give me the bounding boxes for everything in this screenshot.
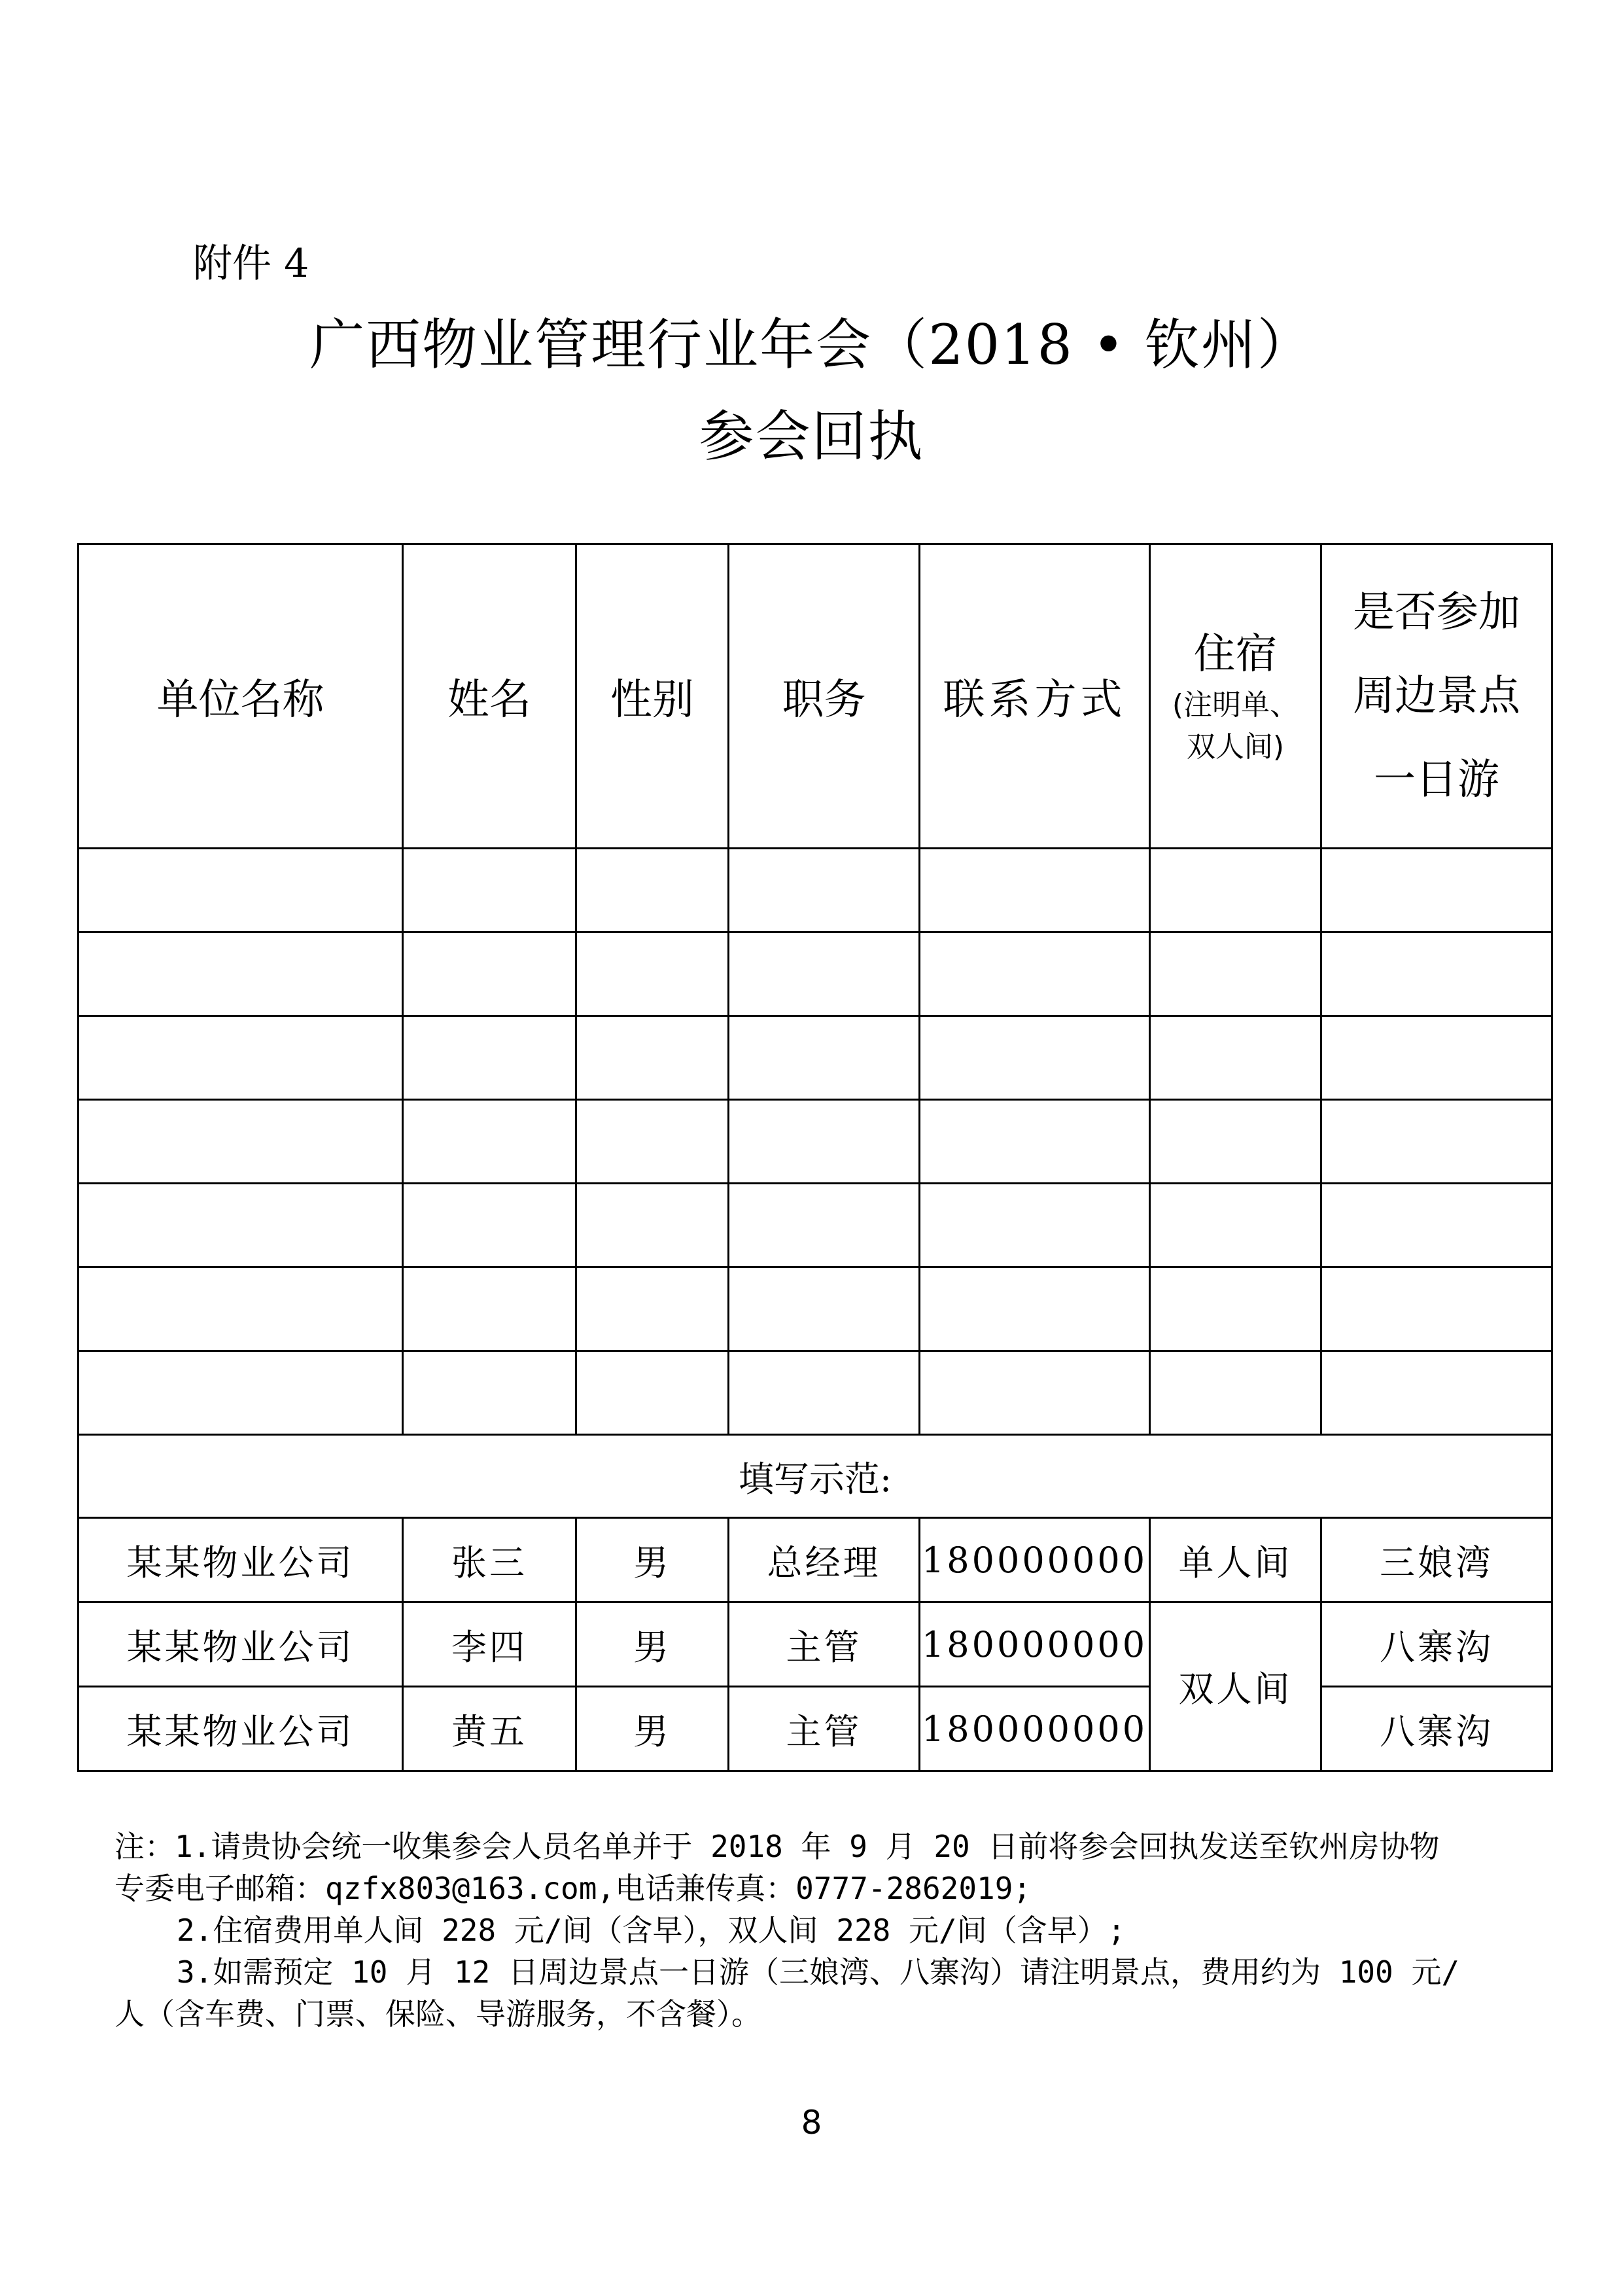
header-row (79, 544, 1552, 849)
blank-cell[interactable] (79, 1267, 403, 1351)
blank-row (79, 1100, 1552, 1184)
blank-cell[interactable] (576, 849, 729, 932)
note-line: 注：1.请贵协会统一收集参会人员名单并于 2018 年 9 月 20 日前将参会回执发送至钦州房协物 (114, 1829, 1440, 1864)
blank-cell[interactable] (576, 1184, 729, 1267)
note-line: 3.如需预定 10 月 12 日周边景点一日游（三娘湾、八寨沟）请注明景点，费用约为 100 元/ (177, 1954, 1460, 1990)
blank-cell[interactable] (403, 1184, 576, 1267)
blank-cell[interactable] (920, 1016, 1150, 1100)
blank-cell[interactable] (1321, 932, 1552, 1016)
blank-cell[interactable] (729, 1351, 920, 1435)
header-unit: 单位名称 (79, 544, 403, 849)
sample-row (79, 1602, 1552, 1687)
sample-name: 张三 (403, 1518, 576, 1602)
blank-cell[interactable] (403, 849, 576, 932)
sample-lodging: 双人间 (1150, 1602, 1321, 1771)
header-lodging-note2: 双人间) (1186, 730, 1285, 764)
header-lodging-note1: (注明单、 (1172, 688, 1299, 722)
blank-cell[interactable] (729, 932, 920, 1016)
blank-cell[interactable] (79, 932, 403, 1016)
sample-name: 李四 (403, 1602, 576, 1687)
header-gender: 性别 (576, 544, 729, 849)
document-title: 广西物业管理行业年会（2018 • 钦州） (309, 313, 1314, 377)
header-name: 姓名 (403, 544, 576, 849)
blank-cell[interactable] (1321, 1100, 1552, 1184)
blank-cell[interactable] (1321, 849, 1552, 932)
sample-position: 主管 (729, 1602, 920, 1687)
registration-table (77, 543, 1553, 1772)
notes-section (114, 1826, 1521, 2035)
note-line: 2.住宿费用单人间 228 元/间（含早），双人间 228 元/间（含早）; (177, 1913, 1126, 1948)
document-subtitle: 参会回执 (699, 404, 924, 468)
blank-cell[interactable] (79, 1016, 403, 1100)
blank-cell[interactable] (79, 849, 403, 932)
sample-unit: 某某物业公司 (79, 1687, 403, 1771)
blank-cell[interactable] (920, 1184, 1150, 1267)
blank-cell[interactable] (403, 1267, 576, 1351)
sample-gender: 男 (576, 1687, 729, 1771)
header-lodging (1150, 544, 1321, 849)
sample-gender: 男 (576, 1518, 729, 1602)
sample-unit: 某某物业公司 (79, 1518, 403, 1602)
page-number: 8 (801, 2104, 822, 2142)
blank-cell[interactable] (920, 932, 1150, 1016)
blank-cell[interactable] (576, 1351, 729, 1435)
blank-cell[interactable] (1321, 1184, 1552, 1267)
blank-cell[interactable] (576, 1100, 729, 1184)
blank-row (79, 849, 1552, 932)
sample-name: 黄五 (403, 1687, 576, 1771)
sample-position: 主管 (729, 1687, 920, 1771)
blank-cell[interactable] (920, 1267, 1150, 1351)
blank-cell[interactable] (403, 932, 576, 1016)
sample-contact: 180000000 (920, 1602, 1150, 1687)
header-tour (1321, 544, 1552, 849)
blank-cell[interactable] (920, 1100, 1150, 1184)
blank-cell[interactable] (920, 1351, 1150, 1435)
blank-cell[interactable] (576, 1016, 729, 1100)
blank-cell[interactable] (1150, 932, 1321, 1016)
blank-cell[interactable] (729, 1016, 920, 1100)
blank-cell[interactable] (729, 1100, 920, 1184)
blank-cell[interactable] (1150, 1016, 1321, 1100)
sample-tour: 八寨沟 (1321, 1602, 1552, 1687)
sample-contact: 180000000 (920, 1687, 1150, 1771)
sample-lodging: 单人间 (1150, 1518, 1321, 1602)
sample-row (79, 1687, 1552, 1771)
blank-row (79, 1016, 1552, 1100)
blank-cell[interactable] (729, 1184, 920, 1267)
blank-cell[interactable] (920, 849, 1150, 932)
header-contact: 联系方式 (920, 544, 1150, 849)
blank-cell[interactable] (1150, 1351, 1321, 1435)
blank-cell[interactable] (1321, 1016, 1552, 1100)
blank-cell[interactable] (79, 1100, 403, 1184)
sample-label-row (79, 1435, 1552, 1518)
header-tour-line3: 一日游 (1374, 756, 1499, 804)
blank-cell[interactable] (403, 1100, 576, 1184)
sample-contact: 180000000 (920, 1518, 1150, 1602)
header-lodging-title: 住宿 (1193, 630, 1278, 679)
blank-cell[interactable] (1150, 1267, 1321, 1351)
blank-cell[interactable] (403, 1351, 576, 1435)
blank-cell[interactable] (1150, 1184, 1321, 1267)
blank-cell[interactable] (1321, 1267, 1552, 1351)
sample-tour: 三娘湾 (1321, 1518, 1552, 1602)
blank-cell[interactable] (576, 1267, 729, 1351)
blank-cell[interactable] (1150, 1100, 1321, 1184)
sample-gender: 男 (576, 1602, 729, 1687)
blank-cell[interactable] (1321, 1351, 1552, 1435)
blank-cell[interactable] (79, 1351, 403, 1435)
sample-row (79, 1518, 1552, 1602)
blank-row (79, 932, 1552, 1016)
blank-row (79, 1267, 1552, 1351)
sample-unit: 某某物业公司 (79, 1602, 403, 1687)
blank-cell[interactable] (576, 932, 729, 1016)
note-line: 人（含车费、门票、保险、导游服务，不含餐）。 (114, 1996, 761, 2032)
header-tour-line1: 是否参加 (1353, 588, 1520, 637)
note-line: 专委电子邮箱：qzfx803@163.com,电话兼传真：0777-2862019; (114, 1871, 1032, 1906)
blank-row (79, 1351, 1552, 1435)
sample-tour: 八寨沟 (1321, 1687, 1552, 1771)
blank-cell[interactable] (1150, 849, 1321, 932)
attachment-label: 附件 4 (193, 241, 309, 287)
blank-cell[interactable] (79, 1184, 403, 1267)
sample-label: 填写示范: (79, 1435, 1552, 1518)
header-position: 职务 (729, 544, 920, 849)
blank-cell[interactable] (729, 1267, 920, 1351)
blank-row (79, 1184, 1552, 1267)
sample-position: 总经理 (729, 1518, 920, 1602)
blank-cell[interactable] (729, 849, 920, 932)
blank-cell[interactable] (403, 1016, 576, 1100)
header-tour-line2: 周边景点 (1353, 672, 1520, 720)
